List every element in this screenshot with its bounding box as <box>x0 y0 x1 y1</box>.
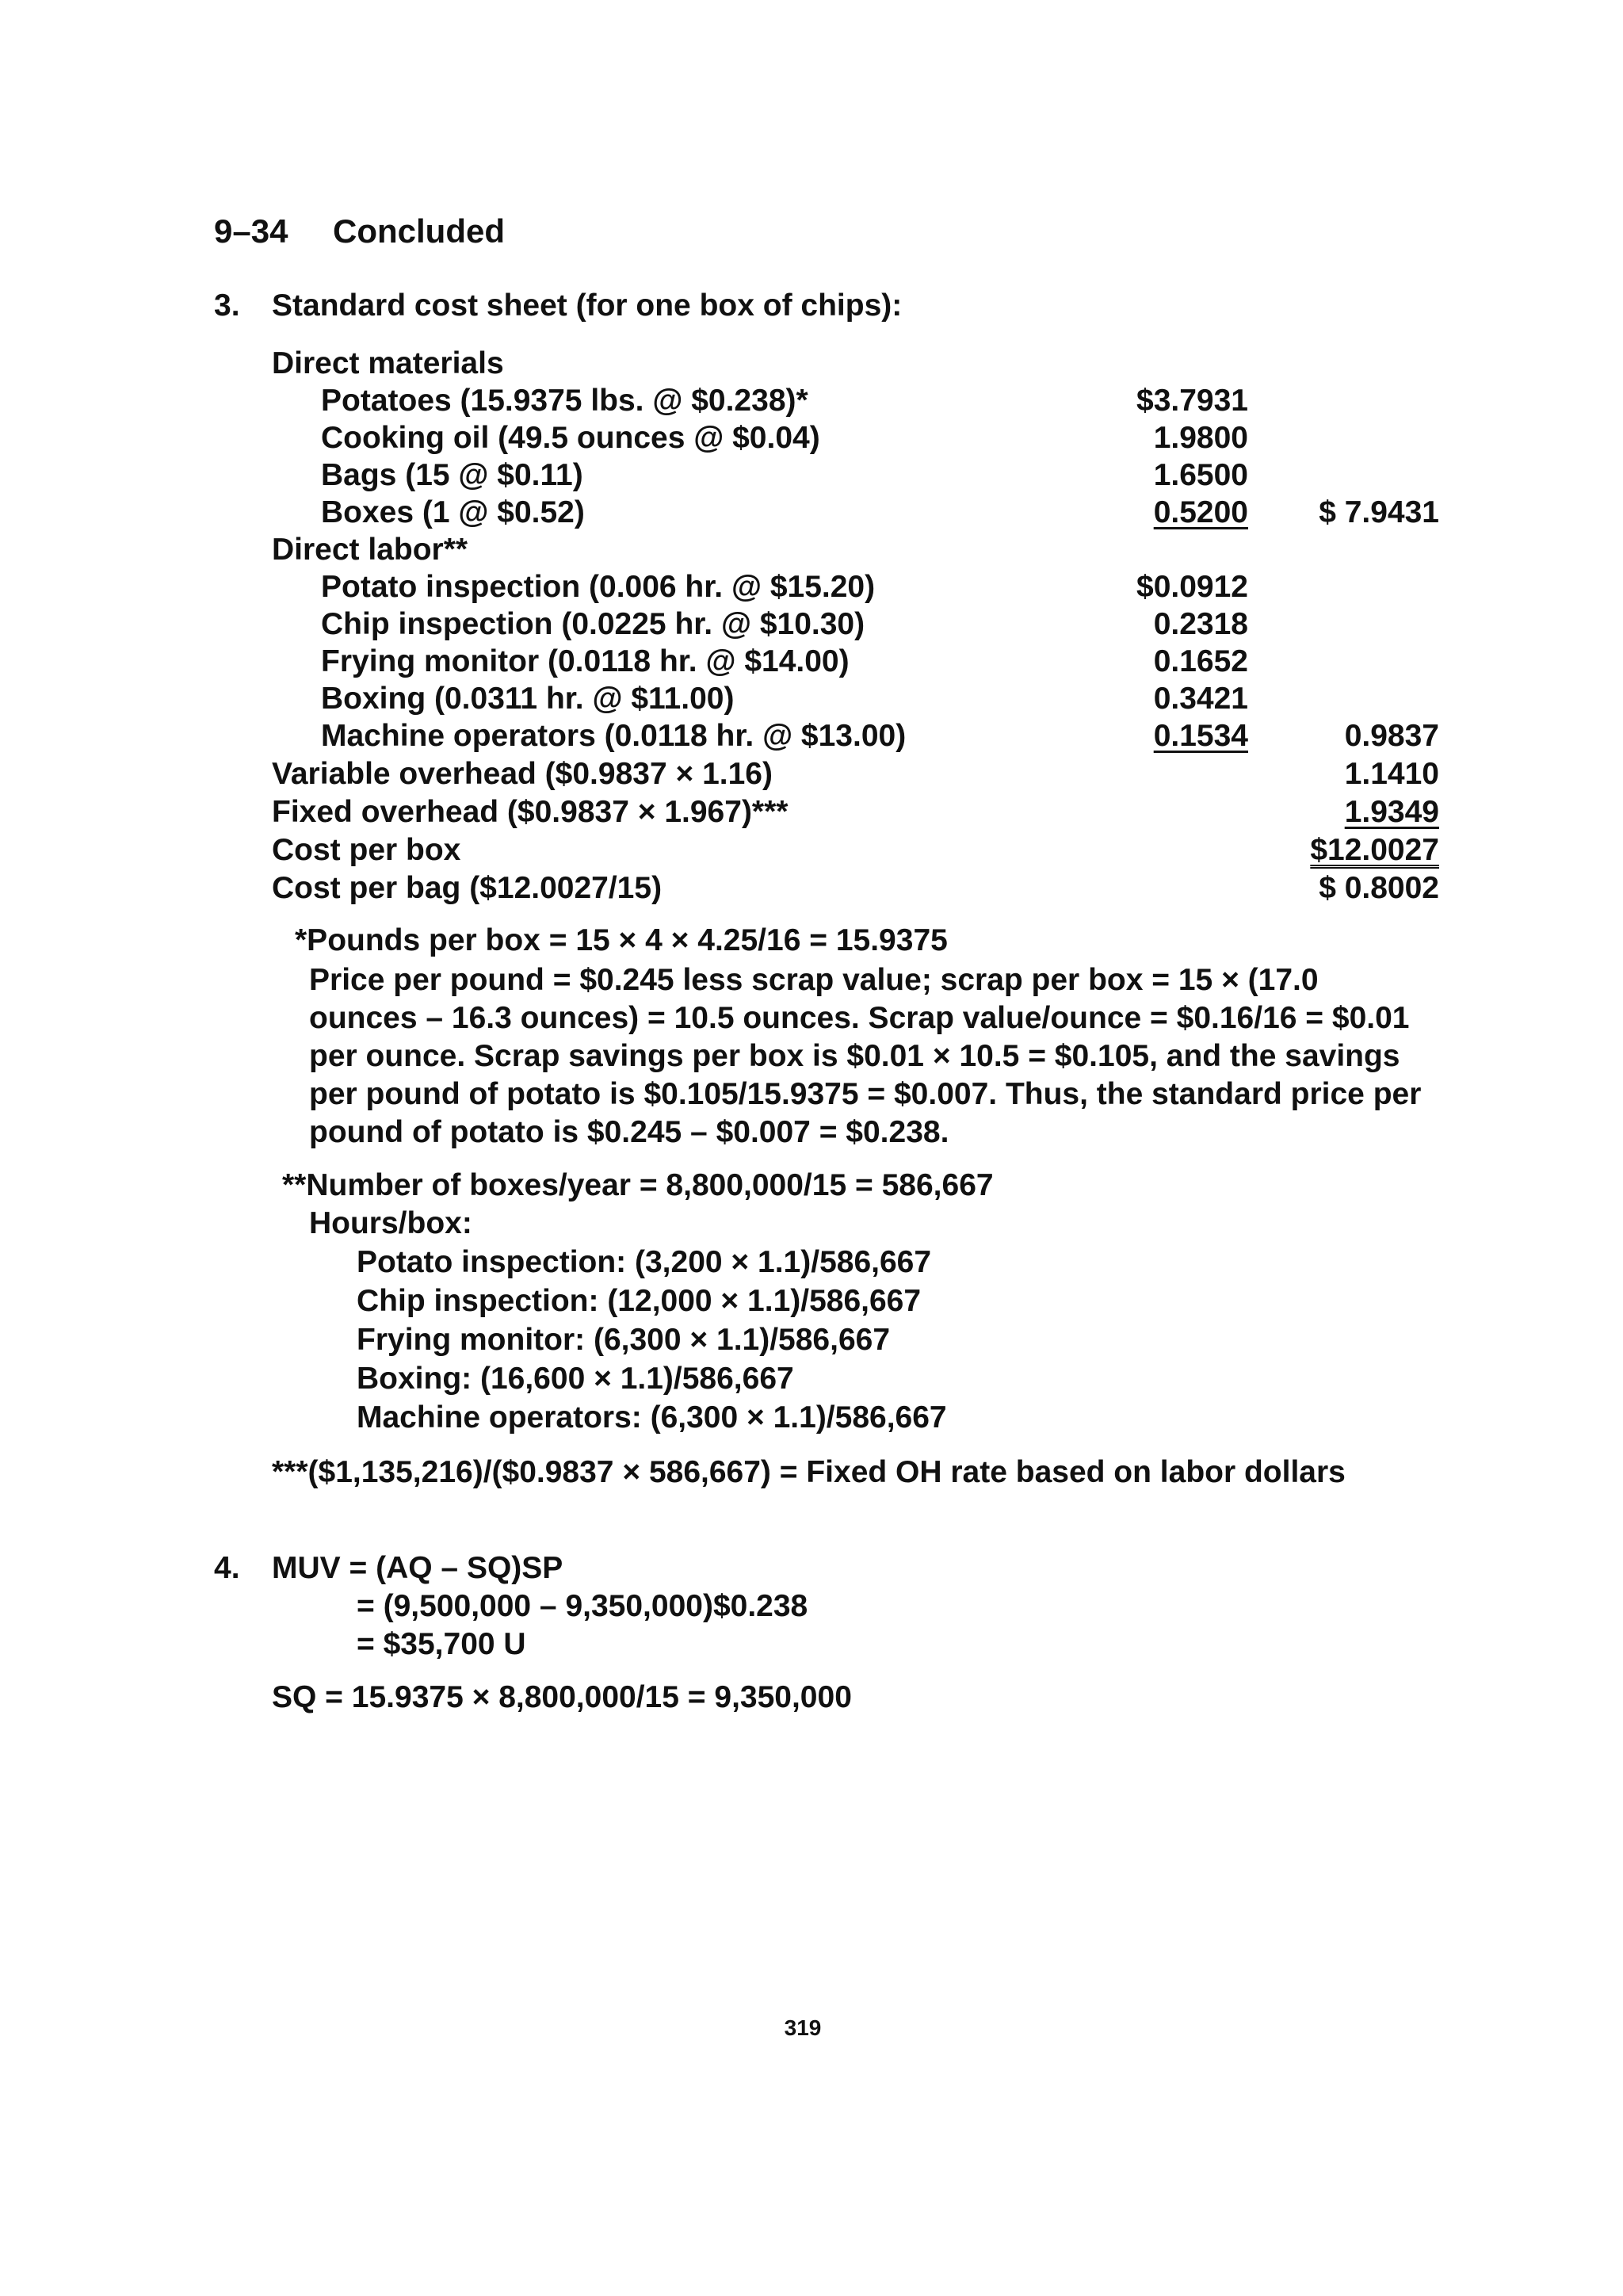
labor-item-label: Potato inspection (0.006 hr. @ $15.20) <box>321 570 876 604</box>
materials-item-label: Bags (15 @ $0.11) <box>321 458 583 492</box>
page-number: 319 <box>784 2015 822 2040</box>
fixed-overhead-label: Fixed overhead ($0.9837 × 1.967)*** <box>272 795 789 829</box>
part4-number: 4. <box>214 1551 240 1585</box>
direct-materials-label: Direct materials <box>272 346 504 380</box>
labor-item-amount: 0.1652 <box>1153 644 1248 678</box>
labor-item-amount: $0.0912 <box>1136 570 1248 604</box>
materials-item-amount: 1.6500 <box>1153 458 1248 492</box>
footnote-price-line: pound of potato is $0.245 – $0.007 = $0.238. <box>309 1115 949 1149</box>
materials-item-amount: 0.5200 <box>1153 495 1248 529</box>
footnote-price-line: per pound of potato is $0.105/15.9375 = $0.007. Thus, the standard price per <box>309 1077 1422 1111</box>
part3-number: 3. <box>214 288 240 323</box>
footnote-pounds-per-box: *Pounds per box = 15 × 4 × 4.25/16 = 15.9375 <box>295 923 948 957</box>
labor-item-amount: 0.1534 <box>1153 719 1248 753</box>
footnote-price-line: ounces – 16.3 ounces) = 10.5 ounces. Scrap value/ounce = $0.16/16 = $0.01 <box>309 1001 1410 1035</box>
muv-substitution: = (9,500,000 – 9,350,000)$0.238 <box>357 1589 808 1623</box>
footnote-price-line: per ounce. Scrap savings per box is $0.01 × 10.5 = $0.105, and the savings <box>309 1039 1400 1073</box>
materials-item-label: Cooking oil (49.5 ounces @ $0.04) <box>321 421 820 455</box>
hours-item: Machine operators: (6,300 × 1.1)/586,667 <box>357 1400 947 1435</box>
variable-overhead-label: Variable overhead ($0.9837 × 1.16) <box>272 757 773 791</box>
materials-item-label: Boxes (1 @ $0.52) <box>321 495 585 529</box>
labor-item-label: Chip inspection (0.0225 hr. @ $10.30) <box>321 607 865 641</box>
hours-per-box-label: Hours/box: <box>309 1206 472 1240</box>
hours-item: Potato inspection: (3,200 × 1.1)/586,667 <box>357 1245 932 1279</box>
variable-overhead-amount: 1.1410 <box>1344 757 1439 791</box>
materials-item-label: Potatoes (15.9375 lbs. @ $0.238)* <box>321 384 808 418</box>
sq-calculation: SQ = 15.9375 × 8,800,000/15 = 9,350,000 <box>272 1680 852 1714</box>
cost-per-bag-amount: $ 0.8002 <box>1319 871 1439 905</box>
muv-formula: MUV = (AQ – SQ)SP <box>272 1551 563 1585</box>
problem-number: 9–34 <box>214 212 288 250</box>
labor-item-amount: 0.2318 <box>1153 607 1248 641</box>
labor-item-label: Boxing (0.0311 hr. @ $11.00) <box>321 682 735 716</box>
hours-item: Boxing: (16,600 × 1.1)/586,667 <box>357 1362 794 1396</box>
muv-result: = $35,700 U <box>357 1627 526 1661</box>
labor-item-amount: 0.3421 <box>1153 682 1248 716</box>
labor-item-label: Machine operators (0.0118 hr. @ $13.00) <box>321 719 907 753</box>
fixed-overhead-amount: 1.9349 <box>1344 795 1439 829</box>
cost-per-box-label: Cost per box <box>272 833 461 867</box>
part3-heading: Standard cost sheet (for one box of chips): <box>272 288 903 323</box>
cost-per-bag-label: Cost per bag ($12.0027/15) <box>272 871 663 905</box>
materials-item-amount: $3.7931 <box>1136 384 1248 418</box>
materials-total: $ 7.9431 <box>1319 495 1439 529</box>
footnote-price-line: Price per pound = $0.245 less scrap value; scrap per box = 15 × (17.0 <box>309 963 1319 997</box>
page-title: Concluded <box>333 212 505 250</box>
footnote-boxes-per-year: **Number of boxes/year = 8,800,000/15 = 586,667 <box>282 1168 994 1202</box>
labor-item-label: Frying monitor (0.0118 hr. @ $14.00) <box>321 644 850 678</box>
footnote-fixed-oh-rate: ***($1,135,216)/($0.9837 × 586,667) = Fixed OH rate based on labor dollars <box>272 1455 1346 1489</box>
cost-per-box-amount: $12.0027 <box>1310 833 1439 867</box>
hours-item: Frying monitor: (6,300 × 1.1)/586,667 <box>357 1323 891 1357</box>
hours-item: Chip inspection: (12,000 × 1.1)/586,667 <box>357 1284 922 1318</box>
labor-total: 0.9837 <box>1344 719 1439 753</box>
direct-labor-label: Direct labor** <box>272 533 468 567</box>
materials-item-amount: 1.9800 <box>1153 421 1248 455</box>
